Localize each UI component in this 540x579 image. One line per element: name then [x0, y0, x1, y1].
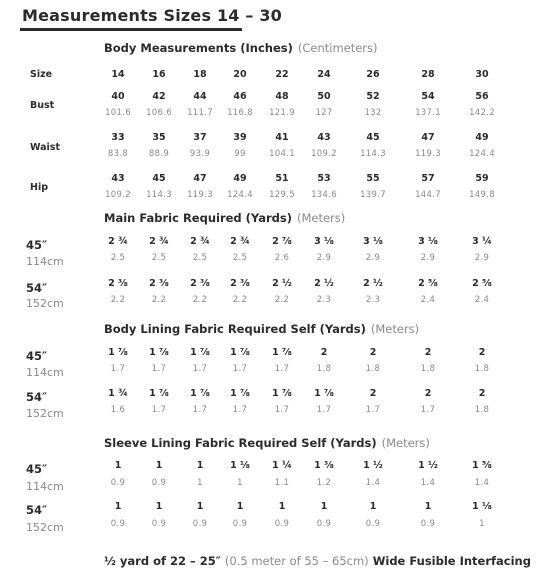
fabric-meters: 2.9 — [474, 253, 490, 263]
measurement-inches: 51 — [275, 173, 289, 184]
fabric-meters: 0.9 — [151, 519, 167, 529]
measurement-cm: 109.2 — [105, 190, 131, 200]
fabric-yards: 2 ⅜ — [190, 278, 210, 289]
measurement-inches: 37 — [193, 132, 207, 143]
fabric-meters: 2.5 — [192, 253, 208, 263]
fabric-yards: 1 — [155, 460, 163, 471]
page-title: Measurements Sizes 14 – 30 — [22, 6, 283, 25]
fabric-section-heading-text: Body Lining Fabric Required Self (Yards) — [104, 322, 366, 336]
measurement-label: Bust — [30, 100, 55, 111]
fabric-yards: 1 ⅝ — [472, 460, 492, 471]
fabric-yards: 2 ⅜ — [230, 278, 250, 289]
interfacing-note-main: ½ yard of 22 – 25″ — [104, 554, 221, 568]
measurement-inches: 44 — [193, 91, 207, 102]
fabric-width-cm: 114cm — [26, 255, 64, 268]
fabric-yards: 2 ¾ — [149, 236, 169, 247]
fabric-meters: 1.4 — [420, 478, 436, 488]
fabric-meters: 1.7 — [274, 364, 290, 374]
fabric-section-heading — [104, 436, 430, 450]
measurement-cm: 106.6 — [146, 108, 172, 118]
size-value: 14 — [111, 69, 125, 80]
fabric-yards: 2 — [424, 347, 432, 358]
measurement-inches: 55 — [366, 173, 380, 184]
fabric-meters: 2.6 — [274, 253, 290, 263]
measurement-cm: 124.4 — [469, 149, 495, 159]
size-value: 24 — [317, 69, 331, 80]
fabric-meters: 2.9 — [420, 253, 436, 263]
fabric-meters: 2.5 — [232, 253, 248, 263]
measurement-inches: 47 — [421, 132, 435, 143]
fabric-meters: 1.6 — [110, 405, 126, 415]
fabric-yards: 3 ⅛ — [314, 236, 334, 247]
fabric-yards: 1 ⅞ — [149, 347, 169, 358]
measurement-inches: 33 — [111, 132, 125, 143]
measurement-cm: 142.2 — [469, 108, 495, 118]
fabric-width-inches: 54″ — [26, 281, 48, 295]
measurement-label: Waist — [30, 142, 61, 153]
interfacing-note-tail: Wide Fusible Interfacing — [372, 554, 531, 568]
fabric-section-heading-text: Main Fabric Required (Yards) — [104, 211, 292, 225]
size-row-label: Size — [30, 69, 53, 80]
measurement-inches: 43 — [317, 132, 331, 143]
fabric-yards: 2 — [478, 347, 486, 358]
fabric-section-heading-metric: (Meters) — [381, 436, 430, 450]
fabric-yards: 1 ⅞ — [272, 347, 292, 358]
fabric-yards: 2 ⅝ — [472, 278, 492, 289]
measurement-label: Hip — [30, 182, 49, 193]
fabric-width-cm: 152cm — [26, 297, 64, 310]
fabric-width-cm: 152cm — [26, 407, 64, 420]
fabric-meters: 1.7 — [232, 364, 248, 374]
fabric-meters: 1.4 — [365, 478, 381, 488]
body-measurements-heading-metric: (Centimeters) — [297, 41, 378, 55]
fabric-yards: 1 ½ — [418, 460, 438, 471]
fabric-yards: 1 — [155, 501, 163, 512]
measurement-inches: 45 — [366, 132, 380, 143]
fabric-meters: 0.9 — [110, 478, 126, 488]
fabric-section-heading — [104, 211, 345, 225]
title-underline — [20, 28, 242, 31]
fabric-yards: 2 — [478, 388, 486, 399]
fabric-meters: 1.7 — [365, 405, 381, 415]
fabric-meters: 1.7 — [274, 405, 290, 415]
fabric-meters: 2.4 — [474, 295, 490, 305]
measurement-cm: 119.3 — [415, 149, 441, 159]
fabric-width-inches: 45″ — [26, 238, 48, 252]
measurement-inches: 54 — [421, 91, 435, 102]
measurement-cm: 109.2 — [311, 149, 337, 159]
measurement-inches: 45 — [152, 173, 166, 184]
fabric-yards: 1 ⅜ — [314, 460, 334, 471]
measurement-inches: 48 — [275, 91, 289, 102]
measurement-inches: 56 — [475, 91, 489, 102]
fabric-yards: 1 ⅞ — [230, 347, 250, 358]
fabric-meters: 0.9 — [110, 519, 126, 529]
measurement-cm: 137.1 — [415, 108, 441, 118]
fabric-yards: 1 ½ — [363, 460, 383, 471]
measurement-inches: 41 — [275, 132, 289, 143]
size-value: 28 — [421, 69, 435, 80]
interfacing-note — [104, 554, 531, 568]
measurement-inches: 40 — [111, 91, 125, 102]
fabric-yards: 2 ¾ — [108, 236, 128, 247]
fabric-meters: 0.9 — [151, 478, 167, 488]
fabric-meters: 1.8 — [474, 364, 490, 374]
fabric-meters: 2.3 — [365, 295, 381, 305]
fabric-yards: 2 ⅝ — [418, 278, 438, 289]
fabric-meters: 1 — [237, 478, 243, 488]
fabric-yards: 2 — [320, 347, 328, 358]
fabric-meters: 2.5 — [151, 253, 167, 263]
fabric-yards: 2 ¾ — [190, 236, 210, 247]
measurement-cm: 83.8 — [107, 149, 129, 159]
fabric-meters: 1.7 — [232, 405, 248, 415]
fabric-yards: 2 — [369, 347, 377, 358]
measurement-cm: 124.4 — [227, 190, 253, 200]
fabric-yards: 3 ⅛ — [418, 236, 438, 247]
fabric-yards: 1 ⅞ — [149, 388, 169, 399]
measurement-inches: 39 — [233, 132, 247, 143]
measurement-cm: 111.7 — [187, 108, 213, 118]
fabric-meters: 0.9 — [232, 519, 248, 529]
fabric-yards: 2 ¾ — [230, 236, 250, 247]
fabric-meters: 1.8 — [316, 364, 332, 374]
measurement-cm: 104.1 — [269, 149, 295, 159]
size-value: 30 — [475, 69, 489, 80]
fabric-yards: 2 ⅞ — [272, 236, 292, 247]
fabric-yards: 1 ⅞ — [314, 388, 334, 399]
fabric-meters: 2.2 — [274, 295, 290, 305]
fabric-section-heading-metric: (Meters) — [370, 322, 420, 336]
measurement-inches: 57 — [421, 173, 435, 184]
fabric-yards: 1 ⅞ — [230, 388, 250, 399]
fabric-yards: 2 ½ — [363, 278, 383, 289]
fabric-width-inches: 54″ — [26, 390, 48, 404]
fabric-meters: 2.2 — [110, 295, 126, 305]
fabric-section-heading-text: Sleeve Lining Fabric Required Self (Yards) — [104, 436, 377, 450]
measurement-cm: 121.9 — [269, 108, 295, 118]
measurement-cm: 114.3 — [360, 149, 386, 159]
fabric-width-cm: 152cm — [26, 521, 64, 534]
fabric-yards: 2 ½ — [314, 278, 334, 289]
fabric-section-heading — [104, 322, 419, 336]
measurement-inches: 53 — [317, 173, 331, 184]
fabric-meters: 0.9 — [365, 519, 381, 529]
measurement-cm: 101.6 — [105, 108, 131, 118]
fabric-yards: 1 — [278, 501, 286, 512]
fabric-yards: 1 ⅛ — [230, 460, 250, 471]
fabric-yards: 1 — [196, 460, 204, 471]
fabric-yards: 1 ⅞ — [190, 347, 210, 358]
fabric-meters: 1.8 — [474, 405, 490, 415]
fabric-width-inches: 45″ — [26, 462, 48, 476]
fabric-width-cm: 114cm — [26, 480, 64, 493]
measurement-cm: 132 — [364, 108, 382, 118]
fabric-meters: 0.9 — [192, 519, 208, 529]
measurement-cm: 139.7 — [360, 190, 386, 200]
fabric-width-cm: 114cm — [26, 366, 64, 379]
interfacing-note-metric: (0.5 meter of 55 – 65cm) — [224, 554, 369, 568]
measurement-inches: 59 — [475, 173, 489, 184]
fabric-yards: 3 ¼ — [472, 236, 492, 247]
size-value: 20 — [233, 69, 247, 80]
fabric-width-inches: 54″ — [26, 503, 48, 517]
fabric-yards: 2 — [424, 388, 432, 399]
fabric-yards: 1 — [424, 501, 432, 512]
fabric-meters: 2.2 — [192, 295, 208, 305]
measurement-inches: 35 — [152, 132, 166, 143]
body-measurements-heading-text: Body Measurements (Inches) — [104, 41, 293, 55]
measurement-cm: 149.8 — [469, 190, 495, 200]
fabric-meters: 1.1 — [274, 478, 290, 488]
fabric-meters: 1.7 — [192, 364, 208, 374]
fabric-meters: 1.7 — [151, 364, 167, 374]
fabric-section-heading-metric: (Meters) — [296, 211, 346, 225]
measurement-cm: 127 — [315, 108, 333, 118]
fabric-meters: 2.4 — [420, 295, 436, 305]
fabric-yards: 2 ⅜ — [149, 278, 169, 289]
size-value: 22 — [275, 69, 289, 80]
fabric-meters: 1.7 — [151, 405, 167, 415]
fabric-width-inches: 45″ — [26, 349, 48, 363]
size-value: 16 — [152, 69, 166, 80]
fabric-meters: 1.2 — [316, 478, 332, 488]
fabric-yards: 1 — [369, 501, 377, 512]
fabric-yards: 1 ⅞ — [108, 347, 128, 358]
fabric-meters: 2.9 — [316, 253, 332, 263]
fabric-yards: 2 ½ — [272, 278, 292, 289]
measurement-inches: 42 — [152, 91, 166, 102]
measurement-cm: 144.7 — [415, 190, 441, 200]
measurement-inches: 52 — [366, 91, 380, 102]
measurement-inches: 46 — [233, 91, 247, 102]
measurement-cm: 119.3 — [187, 190, 213, 200]
fabric-yards: 1 — [196, 501, 204, 512]
fabric-yards: 3 ⅛ — [363, 236, 383, 247]
measurement-cm: 129.5 — [269, 190, 295, 200]
fabric-meters: 1.7 — [316, 405, 332, 415]
measurement-cm: 134.6 — [311, 190, 337, 200]
fabric-meters: 2.2 — [151, 295, 167, 305]
fabric-yards: 1 ¾ — [108, 388, 128, 399]
fabric-meters: 1.7 — [420, 405, 436, 415]
size-value: 18 — [193, 69, 207, 80]
measurement-inches: 50 — [317, 91, 331, 102]
fabric-meters: 1 — [197, 478, 203, 488]
fabric-meters: 0.9 — [316, 519, 332, 529]
measurement-inches: 49 — [475, 132, 489, 143]
fabric-meters: 1.8 — [365, 364, 381, 374]
fabric-meters: 2.3 — [316, 295, 332, 305]
measurement-inches: 49 — [233, 173, 247, 184]
fabric-yards: 1 — [114, 501, 122, 512]
measurement-cm: 88.9 — [148, 149, 170, 159]
fabric-yards: 1 ⅞ — [272, 388, 292, 399]
fabric-meters: 2.5 — [110, 253, 126, 263]
measurement-cm: 114.3 — [146, 190, 172, 200]
fabric-meters: 1.7 — [110, 364, 126, 374]
size-value: 26 — [366, 69, 380, 80]
measurement-cm: 116.8 — [227, 108, 253, 118]
fabric-meters: 1.4 — [474, 478, 490, 488]
fabric-meters: 1 — [479, 519, 485, 529]
body-measurements-heading — [104, 41, 378, 55]
fabric-yards: 1 ⅞ — [190, 388, 210, 399]
fabric-meters: 2.2 — [232, 295, 248, 305]
fabric-meters: 1.7 — [192, 405, 208, 415]
fabric-meters: 0.9 — [274, 519, 290, 529]
fabric-yards: 1 — [320, 501, 328, 512]
fabric-yards: 1 ¼ — [272, 460, 292, 471]
fabric-meters: 1.8 — [420, 364, 436, 374]
fabric-yards: 1 — [236, 501, 244, 512]
measurement-cm: 93.9 — [189, 149, 211, 159]
fabric-yards: 1 ⅛ — [472, 501, 492, 512]
measurement-inches: 47 — [193, 173, 207, 184]
fabric-meters: 0.9 — [420, 519, 436, 529]
fabric-yards: 2 — [369, 388, 377, 399]
measurement-cm: 99 — [234, 149, 246, 159]
fabric-yards: 2 ⅜ — [108, 278, 128, 289]
fabric-meters: 2.9 — [365, 253, 381, 263]
measurement-inches: 43 — [111, 173, 125, 184]
fabric-yards: 1 — [114, 460, 122, 471]
